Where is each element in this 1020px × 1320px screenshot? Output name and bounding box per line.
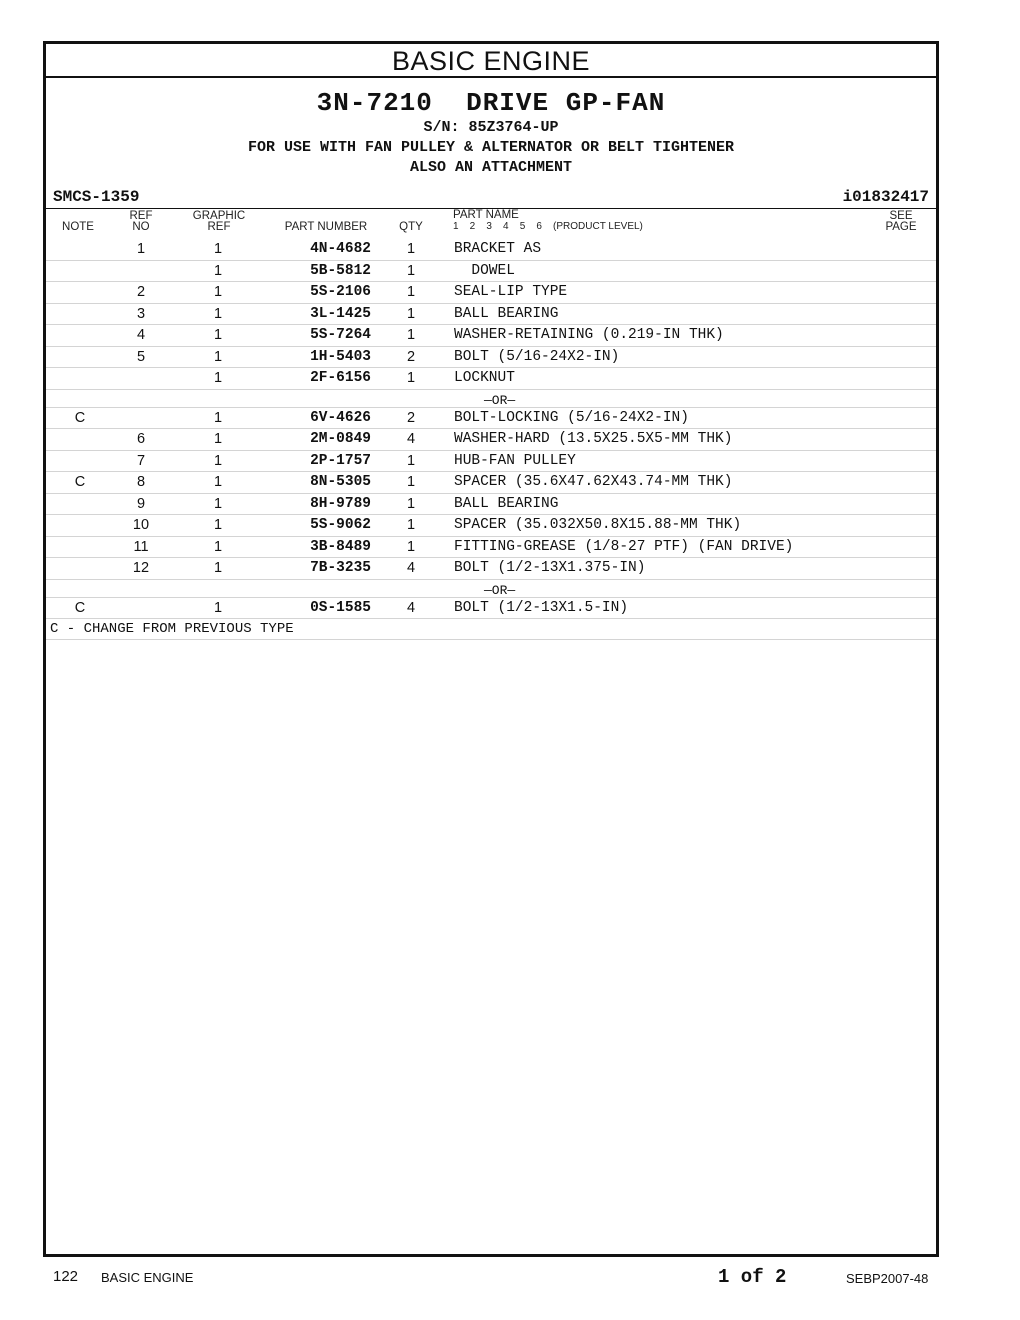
col-qty: QTY: [399, 221, 423, 233]
qty-cell: 2: [406, 409, 416, 426]
table-row: [46, 304, 936, 326]
qty-cell: 1: [406, 241, 416, 257]
note-cell: C: [74, 409, 86, 426]
part-name-cell: SPACER (35.6X47.62X43.74-MM THK): [454, 474, 733, 490]
col-see-page: SEE PAGE: [885, 210, 917, 233]
graphic-ref-cell: 1: [213, 452, 223, 469]
or-label: —OR—: [484, 392, 516, 408]
table-row: [46, 451, 936, 473]
ref-no-cell: 11: [133, 538, 149, 555]
ref-no-cell: 5: [136, 348, 146, 365]
part-name-cell: SPACER (35.032X50.8X15.88-MM THK): [454, 517, 742, 533]
table-row: [46, 261, 936, 283]
part-name-cell: DOWEL: [454, 262, 515, 279]
table-row: [46, 558, 936, 580]
part-number-cell: 8H-9789: [310, 495, 371, 512]
part-name-cell: SEAL-LIP TYPE: [454, 284, 568, 300]
table-row: [46, 325, 936, 347]
part-name-cell: BOLT (5/16-24X2-IN): [454, 348, 620, 365]
column-headers: [46, 209, 936, 239]
graphic-ref-cell: 1: [213, 284, 223, 300]
ref-no-cell: 6: [136, 431, 146, 447]
footnote: [46, 619, 936, 640]
graphic-ref-cell: 1: [213, 495, 223, 512]
table-row: [46, 408, 936, 430]
qty-cell: 1: [406, 538, 416, 555]
section-title: BASIC ENGINE: [46, 44, 936, 78]
document-id: SEBP2007-48: [846, 1271, 929, 1286]
or-label: —OR—: [484, 582, 516, 598]
page-of: 1 of 2: [718, 1266, 787, 1288]
usage-note-2: ALSO AN ATTACHMENT: [409, 159, 573, 176]
qty-cell: 1: [406, 327, 416, 343]
part-name-cell: BALL BEARING: [454, 305, 559, 322]
part-number-cell: 5S-7264: [310, 327, 371, 343]
part-name-cell: BOLT (1/2-13X1.5-IN): [454, 599, 629, 616]
graphic-ref-cell: 1: [213, 538, 223, 555]
illustration-id: i01832417: [842, 188, 929, 206]
ref-no-cell: 9: [136, 495, 146, 512]
qty-cell: 4: [406, 599, 416, 616]
col-graphic-ref: GRAPHIC REF: [192, 210, 246, 233]
qty-cell: 4: [406, 560, 416, 576]
qty-cell: 2: [406, 348, 416, 365]
ref-no-cell: 4: [136, 327, 146, 343]
col-part-number: PART NUMBER: [284, 221, 368, 233]
footer-section: BASIC ENGINE: [101, 1270, 194, 1285]
qty-cell: 1: [406, 517, 416, 533]
graphic-ref-cell: 1: [213, 370, 223, 386]
footnote-text: C - CHANGE FROM PREVIOUS TYPE: [50, 621, 294, 637]
table-row: [46, 472, 936, 494]
table-row: [46, 494, 936, 516]
part-number-cell: 5S-2106: [310, 284, 371, 300]
qty-cell: 1: [406, 370, 416, 386]
part-number-cell: 0S-1585: [310, 599, 371, 616]
page-footer: [0, 1266, 1020, 1296]
or-separator: [46, 580, 936, 598]
table-row: [46, 598, 936, 620]
smcs-code: SMCS-1359: [53, 188, 140, 206]
table-row: [46, 282, 936, 304]
ref-no-cell: 2: [136, 284, 146, 300]
part-number-cell: 1H-5403: [310, 348, 371, 365]
ref-no-cell: 8: [136, 474, 146, 490]
graphic-ref-cell: 1: [213, 305, 223, 322]
part-name-cell: BOLT (1/2-13X1.375-IN): [454, 560, 646, 576]
graphic-ref-cell: 1: [213, 241, 223, 257]
part-number-cell: 2P-1757: [310, 452, 371, 469]
ref-no-cell: 1: [136, 241, 146, 257]
qty-cell: 1: [406, 305, 416, 322]
part-number-cell: 4N-4682: [310, 241, 371, 257]
table-row: [46, 429, 936, 451]
serial-number: S/N: 85Z3764-UP: [423, 119, 559, 136]
graphic-ref-cell: 1: [213, 599, 223, 616]
qty-cell: 4: [406, 431, 416, 447]
qty-cell: 1: [406, 262, 416, 279]
table-row: [46, 515, 936, 537]
or-separator: [46, 390, 936, 408]
part-number-cell: 6V-4626: [310, 409, 371, 426]
page-number: 122: [53, 1268, 79, 1285]
part-number-cell: 2F-6156: [310, 370, 371, 386]
part-number-cell: 5B-5812: [310, 262, 371, 279]
part-number-cell: 7B-3235: [310, 560, 371, 576]
part-number-cell: 5S-9062: [310, 517, 371, 533]
qty-cell: 1: [406, 284, 416, 300]
part-name-cell: BALL BEARING: [454, 495, 559, 512]
ref-no-cell: 7: [136, 452, 146, 469]
col-note: NOTE: [62, 221, 94, 233]
group-title: 3N-7210 DRIVE GP-FAN: [316, 88, 666, 118]
graphic-ref-cell: 1: [213, 517, 223, 533]
qty-cell: 1: [406, 474, 416, 490]
graphic-ref-cell: 1: [213, 409, 223, 426]
table-row: [46, 537, 936, 559]
part-number-cell: 3L-1425: [310, 305, 371, 322]
col-part-name: PART NAME: [453, 209, 519, 221]
part-name-cell: WASHER-RETAINING (0.219-IN THK): [454, 327, 724, 343]
graphic-ref-cell: 1: [213, 474, 223, 490]
qty-cell: 1: [406, 495, 416, 512]
ref-no-cell: 10: [132, 517, 150, 533]
part-name-cell: HUB-FAN PULLEY: [454, 452, 576, 469]
col-product-levels: 1 2 3 4 5 6 (PRODUCT LEVEL): [453, 221, 643, 232]
col-ref-no: REF NO: [129, 210, 153, 233]
group-header: [46, 88, 936, 178]
graphic-ref-cell: 1: [213, 327, 223, 343]
table-row: [46, 368, 936, 390]
part-name-cell: BRACKET AS: [454, 241, 542, 257]
code-line: [46, 186, 936, 208]
page-frame: [43, 41, 939, 1257]
part-name-cell: BOLT-LOCKING (5/16-24X2-IN): [454, 409, 689, 426]
graphic-ref-cell: 1: [213, 431, 223, 447]
part-name-cell: LOCKNUT: [454, 370, 515, 386]
table-row: [46, 239, 936, 261]
part-name-cell: WASHER-HARD (13.5X25.5X5-MM THK): [454, 431, 733, 447]
note-cell: C: [74, 474, 86, 490]
graphic-ref-cell: 1: [213, 348, 223, 365]
graphic-ref-cell: 1: [213, 262, 223, 279]
part-number-cell: 2M-0849: [310, 431, 371, 447]
ref-no-cell: 3: [136, 305, 146, 322]
part-number-cell: 3B-8489: [310, 538, 371, 555]
graphic-ref-cell: 1: [213, 560, 223, 576]
ref-no-cell: 12: [132, 560, 150, 576]
note-cell: C: [74, 599, 86, 616]
part-number-cell: 8N-5305: [310, 474, 371, 490]
table-row: [46, 347, 936, 369]
part-name-cell: FITTING-GREASE (1/8-27 PTF) (FAN DRIVE): [454, 538, 794, 555]
parts-table: [46, 239, 936, 619]
qty-cell: 1: [406, 452, 416, 469]
usage-note-1: FOR USE WITH FAN PULLEY & ALTERNATOR OR BELT TIGHTENER: [247, 139, 735, 156]
